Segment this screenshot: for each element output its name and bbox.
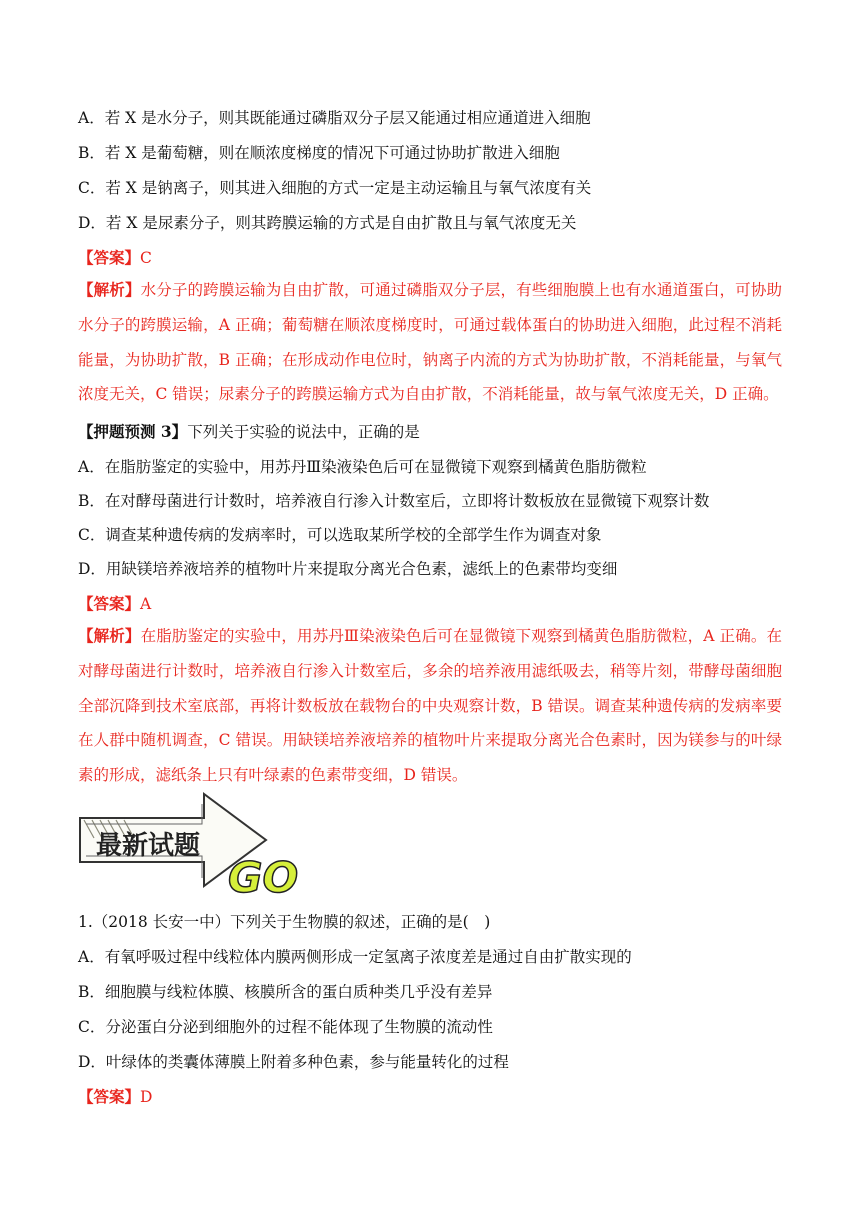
answer-line-2 <box>78 594 151 614</box>
explanation-text: 在脂肪鉴定的实验中，用苏丹Ⅲ染液染色后可在显微镜下观察到橘黄色脂肪微粒，A 正确。在对酵母菌进行计数时，培养液自行渗入计数室后，多余的培养液用滤纸吸去，稍等片刻，带酵母菌细胞全部沉降到技术室底部，再将计数板放在载物台的中央观察计数，B 错误。调查某种遗传病的发病率要在人群中随机调查，C 错误。用缺镁培养液培养的植物叶片来提取分离光合色素时，因为镁参与的叶绿素的形成，滤纸条上只有叶绿素的色素带变细，D 错误。 <box>78 627 782 785</box>
explanation-1 <box>78 273 782 412</box>
option-c: C．分泌蛋白分泌到细胞外的过程不能体现了生物膜的流动性 <box>78 1018 493 1036</box>
banner-arrow-graphic <box>76 790 326 900</box>
answer-line-1 <box>78 248 152 268</box>
answer-value: C <box>140 249 152 267</box>
banner-text: 最新试题 <box>96 831 201 861</box>
option-d: D．叶绿体的类囊体薄膜上附着多种色素，参与能量转化的过程 <box>78 1053 509 1071</box>
option-a: A．有氧呼吸过程中线粒体内膜两侧形成一定氢离子浓度差是通过自由扩散实现的 <box>78 948 632 966</box>
answer-value: A <box>140 595 152 613</box>
explanation-tag: 【解析】 <box>78 280 141 299</box>
question-3 <box>78 422 420 442</box>
answer-tag: 【答案】 <box>78 1087 141 1106</box>
option-d: D．若 X 是尿素分子，则其跨膜运输的方式是自由扩散且与氧气浓度无关 <box>78 214 577 232</box>
answer-line-3 <box>78 1087 152 1107</box>
option-c: C．若 X 是钠离子，则其进入细胞的方式一定是主动运输且与氧气浓度有关 <box>78 179 592 197</box>
explanation-tag: 【解析】 <box>78 626 141 645</box>
option-d: D．用缺镁培养液培养的植物叶片来提取分离光合色素，滤纸上的色素带均变细 <box>78 560 618 578</box>
option-a: A．若 X 是水分子，则其既能通过磷脂双分子层又能通过相应通道进入细胞 <box>78 109 591 127</box>
option-a: A．在脂肪鉴定的实验中，用苏丹Ⅲ染液染色后可在显微镜下观察到橘黄色脂肪微粒 <box>78 458 647 476</box>
latest-questions-banner <box>76 790 326 900</box>
answer-value: D <box>140 1088 153 1106</box>
go-text: GO <box>228 853 299 900</box>
option-b: B．若 X 是葡萄糖，则在顺浓度梯度的情况下可通过协助扩散进入细胞 <box>78 144 560 162</box>
option-b: B．在对酵母菌进行计数时，培养液自行渗入计数室后，立即将计数板放在显微镜下观察计数 <box>78 492 710 510</box>
explanation-text: 水分子的跨膜运输为自由扩散，可通过磷脂双分子层，有些细胞膜上也有水通道蛋白，可协助水分子的跨膜运输，A 正确；葡萄糖在顺浓度梯度时，可通过载体蛋白的协助进入细胞，此过程不消耗能量，为协助扩散，B 正确；在形成动作电位时，钠离子内流的方式为协助扩散，不消耗能量，与氧气浓度无关，C 错误；尿素分子的跨膜运输方式为自由扩散，不消耗能量，故与氧气浓度无关，D 正确。 <box>78 281 782 404</box>
option-b: B．细胞膜与线粒体膜、核膜所含的蛋白质种类几乎没有差异 <box>78 983 493 1001</box>
question-text: 下列关于实验的说法中，正确的是 <box>187 423 420 441</box>
answer-tag: 【答案】 <box>78 248 141 267</box>
option-c: C．调查某种遗传病的发病率时，可以选取某所学校的全部学生作为调查对象 <box>78 526 602 544</box>
question-1: 1.（2018 长安一中）下列关于生物膜的叙述，正确的是( ) <box>78 913 491 931</box>
answer-tag: 【答案】 <box>78 594 141 613</box>
question-tag: 【押题预测 3】 <box>78 422 188 441</box>
explanation-2 <box>78 619 782 793</box>
